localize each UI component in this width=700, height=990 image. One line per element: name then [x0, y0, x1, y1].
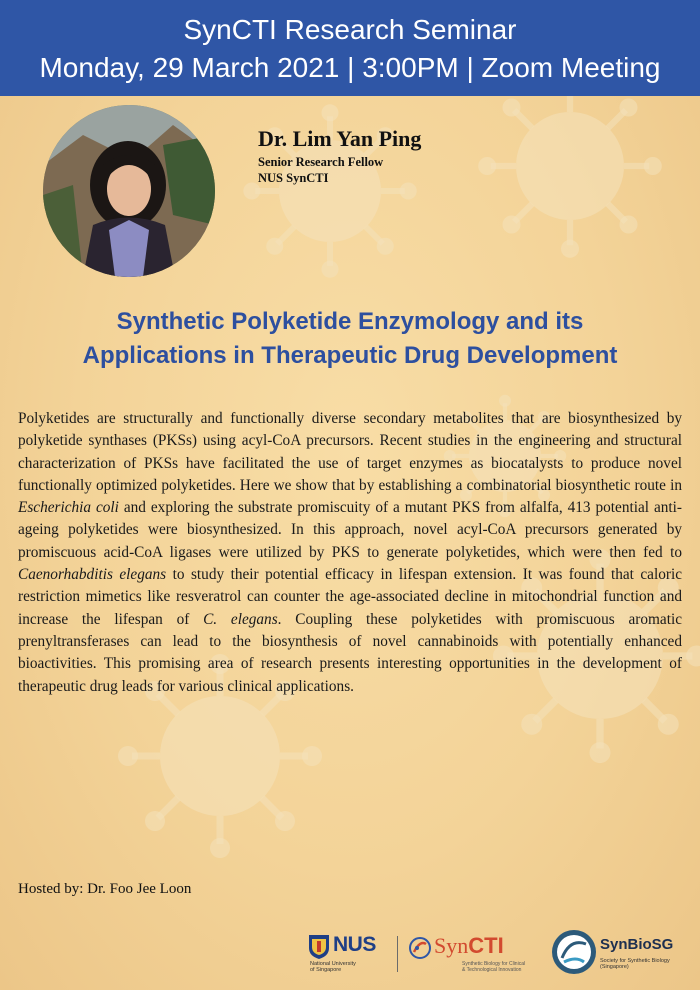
syncti-wordmark: [434, 933, 504, 959]
syncti-word-cti: CTI: [468, 933, 504, 958]
abstract-species-c-elegans: Caenorhabditis elegans: [18, 566, 167, 584]
nus-subtitle-line-1: National University: [310, 961, 356, 967]
speaker-name: Dr. Lim Yan Ping: [258, 126, 422, 151]
sponsor-logos: [0, 928, 700, 983]
synbiosg-logo: [550, 924, 690, 980]
abstract-text: . Coupling these polyketides with promiscuous aromatic prenyltransferases can lead to the biosynthesis of novel cannabinoids with potentially enhanced bioactivities. This promising area of research presents interesting opportunities in the development of therapeutic drug leads for various clinical applications.: [18, 610, 682, 695]
synbiosg-subtitle: Society for Synthetic Biology (Singapore): [600, 958, 670, 970]
abstract-species-c-elegans-short: C. elegans: [203, 610, 278, 628]
syncti-logo: [408, 928, 538, 978]
speaker-photo: [43, 105, 215, 277]
logo-divider: [397, 936, 398, 972]
seminar-title: SynCTI Research Seminar: [183, 14, 517, 45]
syncti-word-syn: Syn: [434, 933, 469, 958]
nus-subtitle-line-2: of Singapore: [310, 967, 342, 973]
syncti-subtitle-line-1: Synthetic Biology for Clinical: [462, 961, 526, 967]
talk-title-line-2: Applications in Therapeutic Drug Development: [82, 342, 618, 369]
talk-title: [20, 305, 680, 373]
speaker-affiliation: NUS SynCTI: [258, 171, 329, 185]
abstract-text: and exploring the substrate promiscuity of a mutant PKS from alfalfa, 413 potential anti-ageing polyketides were biosynthesized. In this approach, novel acyl-CoA precursors generated by promiscuous acid-CoA ligases were utilized by PKS to generate polyketides, which were then fed to: [18, 499, 682, 561]
synbiosg-wordmark: SynBioSG: [600, 936, 674, 953]
syncti-emblem-icon: [408, 936, 432, 960]
seminar-header: [0, 0, 700, 96]
syncti-subtitle-line-2: & Technological Innovation: [462, 967, 522, 973]
nus-logo: [308, 928, 398, 978]
host-line: Hosted by: Dr. Foo Jee Loon: [18, 881, 192, 897]
abstract-species-e-coli: Escherichia coli: [18, 499, 119, 517]
talk-abstract: [18, 408, 682, 698]
speaker-position: Senior Research Fellow: [258, 155, 384, 169]
nus-subtitle: [310, 961, 356, 973]
speaker-info: [258, 126, 421, 186]
nus-wordmark: NUS: [333, 933, 376, 956]
syncti-subtitle: [462, 961, 525, 973]
nus-crest-icon: [308, 934, 330, 960]
synbiosg-emblem-icon: [550, 928, 598, 976]
abstract-text: Polyketides are structurally and functionally diverse secondary metabolites that are biosynthesized by polyketide synthases (PKSs) using acyl-CoA precursors. Recent studies in the engineering and structural characterization of PKSs have facilitated the use of target enzymes as biocatalysts to produce novel functionally optimized polyketides. Here we show that by establishing a combinatorial biosynthetic route in: [18, 410, 682, 494]
talk-title-line-1: Synthetic Polyketide Enzymology and its: [116, 308, 584, 335]
seminar-date-time: Monday, 29 March 2021 | 3:00PM | Zoom Meeting: [39, 52, 661, 83]
abstract-text: to study their potential efficacy in lifespan extension. It was found that caloric restriction mimetics like resveratrol can counter the age-associated decline in mitochondrial function and increase the lifespan of: [18, 566, 682, 628]
